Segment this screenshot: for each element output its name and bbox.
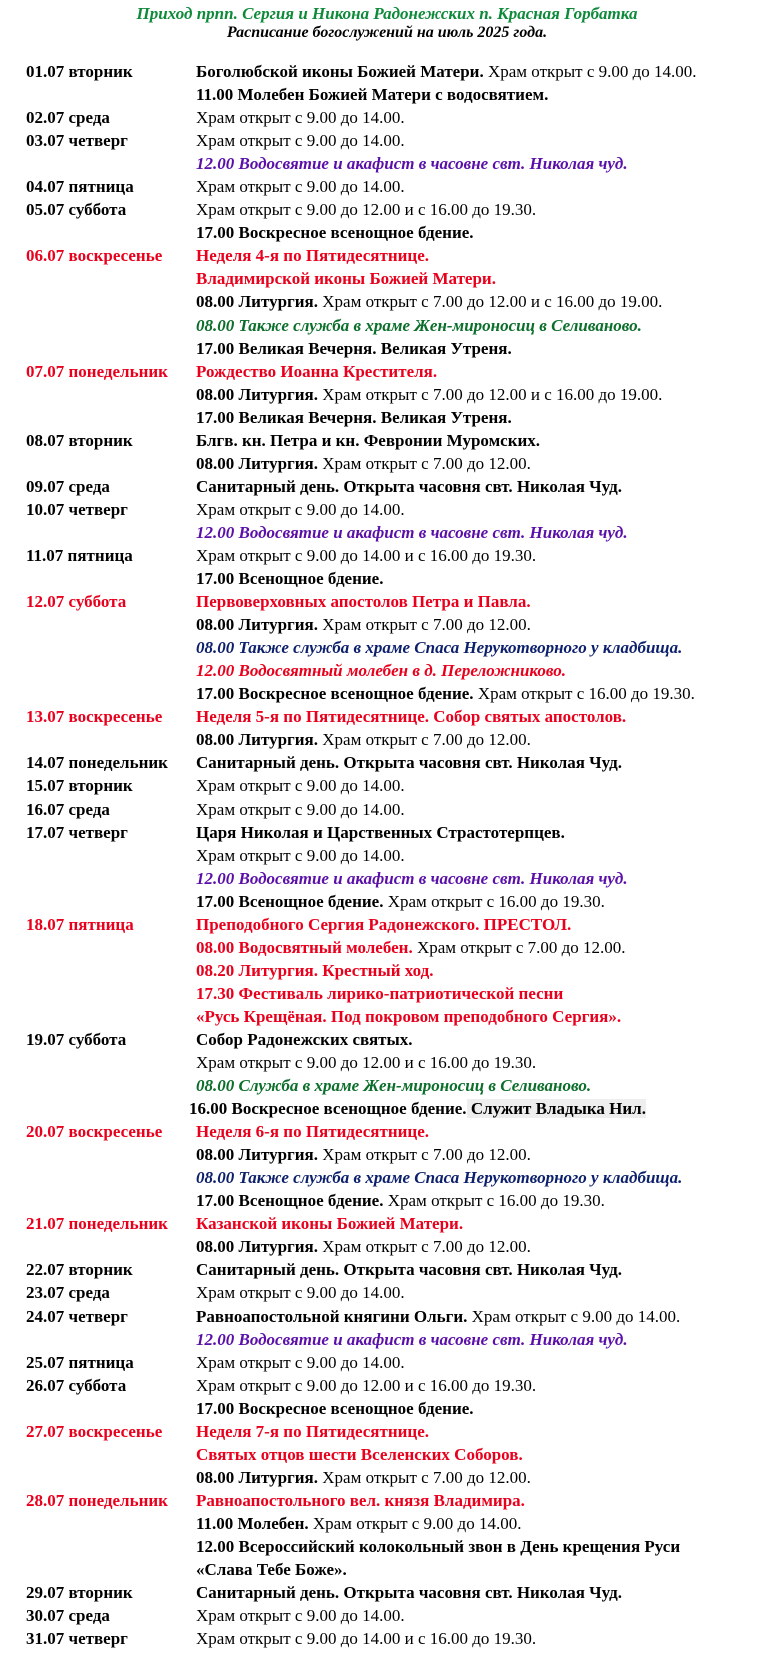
entry-text: Храм открыт с 9.00 до 14.00. <box>483 62 697 81</box>
entry-text: 08.00 Литургия. <box>196 384 319 404</box>
entry-text: Храм открыт с 9.00 до 14.00. <box>196 1606 405 1626</box>
schedule-date: 26.07 суббота <box>26 1375 127 1395</box>
schedule-row <box>26 705 771 728</box>
schedule-entry <box>196 798 405 821</box>
schedule-row <box>26 83 771 106</box>
entry-text: 08.00 Водосвятный молебен. <box>196 937 413 957</box>
schedule-entry <box>196 821 565 844</box>
schedule-date: 07.07 понедельник <box>26 361 168 381</box>
schedule-date: 02.07 среда <box>26 108 110 128</box>
schedule-row <box>26 1051 771 1074</box>
schedule-entry <box>196 1374 536 1397</box>
schedule-date: 17.07 четверг <box>26 822 128 842</box>
entry-text: Владимирской иконы Божией Матери. <box>196 269 496 289</box>
schedule-row <box>26 1535 771 1558</box>
entry-text: 08.00 Литургия. <box>196 1145 319 1165</box>
schedule-row <box>26 590 771 613</box>
schedule-entry <box>196 1512 521 1535</box>
schedule-date: 08.07 вторник <box>26 430 133 450</box>
schedule-entry <box>196 152 628 175</box>
schedule-date: 20.07 воскресенье <box>26 1122 163 1142</box>
entry-text: Храм открыт с 9.00 до 14.00. <box>196 845 405 865</box>
schedule-date: 13.07 воскресенье <box>26 707 163 727</box>
entry-text: Неделя 4-я по Пятидесятнице. <box>196 246 430 266</box>
schedule-entry <box>196 314 642 337</box>
schedule-date: 18.07 пятница <box>26 914 134 934</box>
entry-text: 17.00 Всенощное бдение. <box>196 891 384 911</box>
entry-text: Храм открыт с 9.00 до 14.00. <box>467 1306 681 1326</box>
schedule-entry <box>196 244 429 267</box>
schedule-date: 12.07 суббота <box>26 592 127 612</box>
entry-text: Храм открыт с 7.00 до 12.00 и с 16.00 до 19.00. <box>318 384 663 404</box>
schedule-entry <box>196 337 512 360</box>
schedule-row <box>26 613 771 636</box>
schedule-entry <box>196 1235 531 1258</box>
entry-text: 08.00 Литургия. <box>196 615 319 635</box>
entry-text: Храм открыт с 7.00 до 12.00. <box>318 730 531 750</box>
schedule-entry <box>196 1074 591 1097</box>
schedule-date: 06.07 воскресенье <box>26 246 163 266</box>
entry-text: Царя Николая и Царственных Страстотерпцев. <box>196 822 565 842</box>
entry-text: 08.00 Также служба в храме Спаса Нерукотворного у кладбища. <box>196 1168 683 1188</box>
schedule-row <box>26 728 771 751</box>
schedule-entry <box>189 1097 646 1120</box>
entry-text: Преподобного Сергия Радонежского. ПРЕСТОЛ. <box>196 914 572 934</box>
schedule-subtitle: Расписание богослужений на июль 2025 года. <box>226 24 548 41</box>
schedule-row <box>26 475 771 498</box>
schedule-date: 09.07 среда <box>26 476 110 496</box>
schedule-entry <box>196 1397 474 1420</box>
entry-text: 17.00 Воскресное всенощное бдение. <box>196 684 474 704</box>
entry-text: Казанской иконы Божией Матери. <box>196 1214 464 1234</box>
schedule-entry <box>196 913 571 936</box>
schedule-entry <box>196 682 695 705</box>
schedule-entry <box>196 406 512 429</box>
entry-text: Служит Владыка Нил. <box>466 1099 646 1119</box>
schedule-entry <box>196 383 662 406</box>
entry-text: 08.00 Служба в храме Жен-мироносиц в Селиваново. <box>196 1076 592 1096</box>
schedule-row <box>26 221 771 244</box>
entry-text: Храм открыт с 9.00 до 14.00 и с 16.00 до 19.30. <box>196 1629 537 1649</box>
schedule-entry <box>196 636 682 659</box>
schedule-row <box>26 821 771 844</box>
schedule-entry <box>196 1258 622 1281</box>
schedule-entry <box>196 1212 463 1235</box>
entry-text: 17.00 Всенощное бдение. <box>196 1191 384 1211</box>
schedule-entry <box>196 544 536 567</box>
schedule-row <box>26 314 771 337</box>
schedule-entry <box>196 1420 429 1443</box>
schedule-row <box>26 1558 771 1581</box>
schedule-row <box>26 1005 771 1028</box>
schedule-row <box>26 1189 771 1212</box>
schedule-entry <box>196 613 531 636</box>
schedule-entry <box>196 1005 621 1028</box>
schedule-date: 30.07 среда <box>26 1606 110 1626</box>
schedule-entry <box>196 1051 536 1074</box>
schedule-entry <box>196 221 474 244</box>
entry-text: Неделя 7-я по Пятидесятнице. <box>196 1421 430 1441</box>
entry-text: Храм открыт с 16.00 до 19.30. <box>473 684 695 704</box>
entry-text: Храм открыт с 7.00 до 12.00. <box>318 1145 531 1165</box>
schedule-date: 29.07 вторник <box>26 1583 133 1603</box>
schedule-date: 25.07 пятница <box>26 1352 134 1372</box>
schedule-entry <box>196 498 405 521</box>
schedule-entry <box>196 1558 347 1581</box>
schedule-row <box>26 1466 771 1489</box>
schedule-row <box>26 751 771 774</box>
entry-text: Храм открыт с 9.00 до 14.00. <box>196 499 405 519</box>
entry-text: Храм открыт с 9.00 до 14.00. <box>196 1283 405 1303</box>
schedule-date: 05.07 суббота <box>26 200 127 220</box>
schedule-row <box>26 959 771 982</box>
schedule-entry <box>196 175 405 198</box>
schedule-list <box>26 60 771 1650</box>
entry-text: Храм открыт с 9.00 до 14.00 и с 16.00 до 19.30. <box>196 545 537 565</box>
schedule-entry <box>196 521 628 544</box>
schedule-entry <box>196 129 405 152</box>
schedule-row <box>26 152 771 175</box>
schedule-date: 27.07 воскресенье <box>26 1421 163 1441</box>
entry-text: Храм открыт с 9.00 до 14.00. <box>196 799 405 819</box>
entry-text: Неделя 5-я по Пятидесятнице. Собор святых апостолов. <box>196 707 627 727</box>
entry-text: Храм открыт с 16.00 до 19.30. <box>383 891 605 911</box>
schedule-row <box>26 1420 771 1443</box>
schedule-row <box>26 1074 771 1097</box>
schedule-row <box>26 798 771 821</box>
schedule-entry <box>196 705 626 728</box>
schedule-row <box>26 1258 771 1281</box>
entry-text: Храм открыт с 9.00 до 14.00. <box>196 177 405 197</box>
schedule-date: 22.07 вторник <box>26 1260 133 1280</box>
schedule-row <box>26 1120 771 1143</box>
schedule-row <box>26 1028 771 1051</box>
schedule-row <box>26 498 771 521</box>
entry-text: Храм открыт с 9.00 до 14.00. <box>196 131 405 151</box>
entry-text: Храм открыт с 9.00 до 12.00 и с 16.00 до 19.30. <box>196 1375 537 1395</box>
entry-text: Храм открыт с 9.00 до 14.00. <box>196 1352 405 1372</box>
schedule-row <box>26 890 771 913</box>
schedule-row <box>26 290 771 313</box>
entry-text: 17.00 Великая Вечерня. Великая Утреня. <box>196 407 512 427</box>
schedule-entry <box>196 1627 536 1650</box>
schedule-entry <box>196 982 563 1005</box>
entry-text: Храм открыт с 7.00 до 12.00. <box>318 615 531 635</box>
entry-text: 11.00 Молебен Божией Матери с водосвятием. <box>196 85 549 105</box>
schedule-row <box>26 406 771 429</box>
schedule-date: 28.07 понедельник <box>26 1490 168 1510</box>
schedule-entry <box>196 728 531 751</box>
entry-text: Храм открыт с 7.00 до 12.00. <box>318 1467 531 1487</box>
entry-text: Собор Радонежских святых. <box>196 1029 413 1049</box>
schedule-row <box>26 1097 771 1120</box>
schedule-date: 23.07 среда <box>26 1283 110 1303</box>
entry-text: Рождество Иоанна Крестителя. <box>196 361 438 381</box>
entry-text: 17.30 Фестиваль лирико-патриотической песни <box>196 983 564 1003</box>
schedule-row <box>26 1212 771 1235</box>
schedule-row <box>26 452 771 475</box>
schedule-row <box>26 106 771 129</box>
schedule-entry <box>196 290 662 313</box>
schedule-date: 21.07 понедельник <box>26 1214 168 1234</box>
entry-text: Санитарный день. Открыта часовня свт. Николая Чуд. <box>196 1260 622 1280</box>
schedule-entry <box>196 1281 405 1304</box>
schedule-entry <box>196 1189 605 1212</box>
entry-text: Храм открыт с 9.00 до 12.00 и с 16.00 до 19.30. <box>196 1053 537 1073</box>
entry-text: 12.00 Водосвятие и акафист в часовне свт. Николая чуд. <box>196 868 628 888</box>
entry-text: 08.00 Литургия. <box>196 1237 319 1257</box>
entry-text: «Русь Крещёная. Под покровом преподобного Сергия». <box>196 1006 622 1026</box>
schedule-row <box>26 867 771 890</box>
schedule-entry <box>196 198 536 221</box>
schedule-entry <box>196 1581 622 1604</box>
schedule-entry <box>196 1489 525 1512</box>
entry-text: Храм открыт с 7.00 до 12.00. <box>318 1237 531 1257</box>
schedule-entry <box>196 429 540 452</box>
entry-text: 11.00 Молебен. <box>196 1513 309 1533</box>
entry-text: Равноапостольного вел. князя Владимира. <box>196 1490 525 1510</box>
schedule-entry <box>196 360 437 383</box>
entry-text: 17.00 Воскресное всенощное бдение. <box>196 223 474 243</box>
schedule-date: 01.07 вторник <box>26 62 133 81</box>
schedule-row <box>26 1305 771 1328</box>
schedule-row <box>26 1397 771 1420</box>
schedule-entry <box>196 1443 523 1466</box>
schedule-entry <box>196 959 434 982</box>
entry-text: 08.20 Литургия. Крестный ход. <box>196 960 434 980</box>
schedule-entry <box>196 1305 680 1328</box>
schedule-row <box>26 129 771 152</box>
schedule-row <box>26 1443 771 1466</box>
entry-text: Санитарный день. Открыта часовня свт. Николая Чуд. <box>196 1583 622 1603</box>
schedule-row <box>26 913 771 936</box>
entry-text: 08.00 Также служба в храме Жен-мироносиц в Селиваново. <box>196 315 642 335</box>
schedule-date: 31.07 четверг <box>26 1629 128 1649</box>
schedule-entry <box>196 106 405 129</box>
schedule-row <box>26 844 771 867</box>
entry-text: 12.00 Водосвятие и акафист в часовне свт. Николая чуд. <box>196 522 628 542</box>
schedule-entry <box>196 751 622 774</box>
schedule-entry <box>196 475 622 498</box>
schedule-row <box>26 1489 771 1512</box>
schedule-row <box>26 1281 771 1304</box>
entry-text: 17.00 Всенощное бдение. <box>196 569 384 589</box>
entry-text: Храм открыт с 9.00 до 14.00. <box>196 776 405 796</box>
schedule-row <box>26 659 771 682</box>
parish-title: Приход прпп. Сергия и Никона Радонежских п. Красная Горбатка <box>136 4 638 23</box>
entry-text: «Слава Тебе Боже». <box>196 1560 347 1580</box>
schedule-row <box>26 383 771 406</box>
entry-text: 08.00 Также служба в храме Спаса Нерукотворного у кладбища. <box>196 638 683 658</box>
schedule-entry <box>196 1028 413 1051</box>
schedule-row <box>26 521 771 544</box>
schedule-row <box>26 636 771 659</box>
entry-text: 08.00 Литургия. <box>196 1467 319 1487</box>
entry-text: 12.00 Всероссийский колокольный звон в День крещения Руси <box>196 1537 681 1556</box>
schedule-entry <box>196 1143 531 1166</box>
schedule-row <box>26 936 771 959</box>
entry-text: 12.00 Водосвятие и акафист в часовне свт. Николая чуд. <box>196 1329 628 1349</box>
entry-text: Равноапостольной княгини Ольги. <box>196 1306 468 1326</box>
schedule-row <box>26 60 771 83</box>
schedule-row <box>26 544 771 567</box>
entry-text: 12.00 Водосвятный молебен в д. Переложниково. <box>196 661 567 681</box>
schedule-row <box>26 774 771 797</box>
schedule-entry <box>196 1604 405 1627</box>
schedule-row <box>26 360 771 383</box>
schedule-row <box>26 429 771 452</box>
entry-text: Боголюбской иконы Божией Матери. <box>196 62 484 81</box>
schedule-row <box>26 1604 771 1627</box>
entry-text: Храм открыт с 9.00 до 14.00. <box>308 1513 522 1533</box>
schedule-row <box>26 1235 771 1258</box>
schedule-entry <box>196 452 531 475</box>
schedule-row <box>26 982 771 1005</box>
schedule-entry <box>196 267 496 290</box>
entry-text: 08.00 Литургия. <box>196 730 319 750</box>
schedule-row <box>26 175 771 198</box>
entry-text: Храм открыт с 16.00 до 19.30. <box>383 1191 605 1211</box>
schedule-row <box>26 1351 771 1374</box>
schedule-date: 14.07 понедельник <box>26 753 168 773</box>
schedule-row <box>26 1627 771 1650</box>
entry-text: 12.00 Водосвятие и акафист в часовне свт. Николая чуд. <box>196 154 628 174</box>
entry-text: Первоверховных апостолов Петра и Павла. <box>196 592 531 612</box>
schedule-entry <box>196 567 383 590</box>
entry-text: Святых отцов шести Вселенских Соборов. <box>196 1444 523 1464</box>
schedule-entry <box>196 936 626 959</box>
schedule-row <box>26 1143 771 1166</box>
schedule-entry <box>196 1120 429 1143</box>
entry-text: Санитарный день. Открыта часовня свт. Николая Чуд. <box>196 753 622 773</box>
schedule-row <box>26 1512 771 1535</box>
schedule-date: 10.07 четверг <box>26 499 128 519</box>
schedule-row <box>26 244 771 267</box>
entry-text: Блгв. кн. Петра и кн. Февронии Муромских. <box>196 430 541 450</box>
entry-text: Храм открыт с 7.00 до 12.00. <box>412 937 626 957</box>
schedule-row <box>26 1374 771 1397</box>
entry-text: Неделя 6-я по Пятидесятнице. <box>196 1122 430 1142</box>
schedule-entry <box>196 774 405 797</box>
schedule-date: 19.07 суббота <box>26 1029 127 1049</box>
entry-text: 17.00 Воскресное всенощное бдение. <box>196 1398 474 1418</box>
entry-text: Храм открыт с 7.00 до 12.00 и с 16.00 до 19.00. <box>318 292 663 312</box>
schedule-date: 04.07 пятница <box>26 177 134 197</box>
schedule-row <box>26 1328 771 1351</box>
schedule-entry <box>196 1351 405 1374</box>
schedule-row <box>26 1166 771 1189</box>
schedule-entry <box>196 659 566 682</box>
schedule-entry <box>196 83 548 106</box>
schedule-row <box>26 198 771 221</box>
entry-text: Храм открыт с 9.00 до 14.00. <box>196 108 405 128</box>
schedule-entry <box>196 844 405 867</box>
entry-text: 17.00 Великая Вечерня. Великая Утреня. <box>196 338 512 358</box>
entry-text: Храм открыт с 7.00 до 12.00. <box>318 453 531 473</box>
schedule-row <box>26 337 771 360</box>
schedule-entry <box>196 1328 628 1351</box>
schedule-date: 24.07 четверг <box>26 1306 128 1326</box>
schedule-date: 11.07 пятница <box>26 545 133 565</box>
schedule-entry <box>196 1466 531 1489</box>
entry-text: 08.00 Литургия. <box>196 292 319 312</box>
schedule-date: 16.07 среда <box>26 799 110 819</box>
schedule-row <box>26 567 771 590</box>
schedule-entry <box>196 1535 680 1558</box>
entry-text: 08.00 Литургия. <box>196 453 319 473</box>
schedule-date: 03.07 четверг <box>26 131 128 151</box>
schedule-row <box>26 682 771 705</box>
entry-text: Санитарный день. Открыта часовня свт. Николая Чуд. <box>196 476 622 496</box>
schedule-row <box>26 1581 771 1604</box>
schedule-date: 15.07 вторник <box>26 776 133 796</box>
schedule-entry <box>196 890 605 913</box>
entry-text: Храм открыт с 9.00 до 12.00 и с 16.00 до 19.30. <box>196 200 537 220</box>
schedule-entry <box>196 1166 682 1189</box>
schedule-entry <box>196 590 531 613</box>
entry-text: 16.00 Воскресное всенощное бдение. <box>189 1099 467 1119</box>
schedule-row <box>26 267 771 290</box>
schedule-entry <box>196 867 628 890</box>
schedule-entry <box>196 60 697 83</box>
